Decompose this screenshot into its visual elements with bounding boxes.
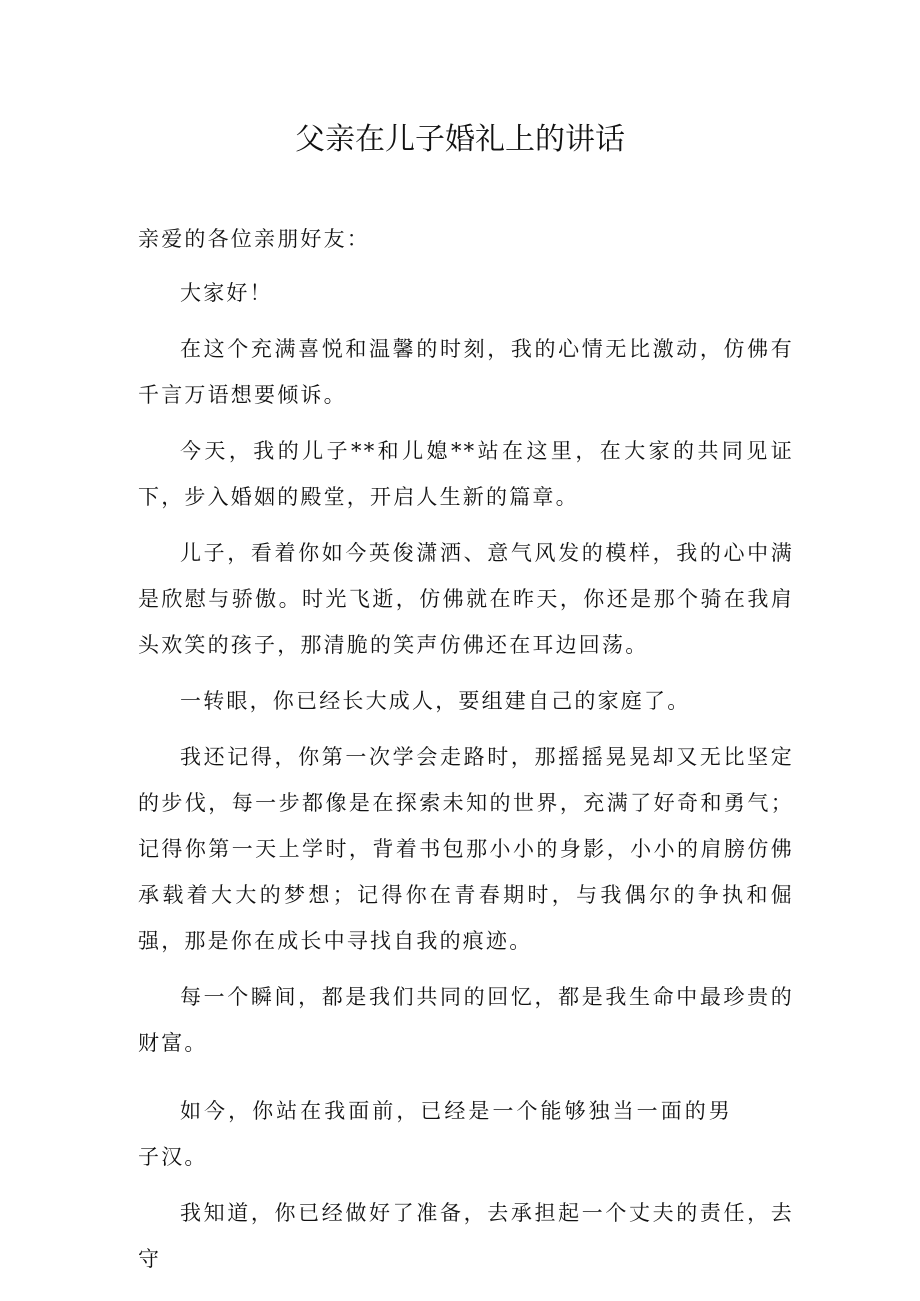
body-paragraph: 每一个瞬间，都是我们共同的回忆，都是我生命中最珍贵的财富。 bbox=[138, 985, 794, 1055]
document-body bbox=[138, 216, 794, 1282]
body-paragraph: 儿子，看着你如今英俊潇洒、意气风发的模样，我的心中满是欣慰与骄傲。时光飞逝，仿佛就在昨天，你还是那个骑在我肩头欢笑的孩子，那清脆的笑声仿佛还在耳边回荡。 bbox=[138, 541, 794, 657]
greeting-paragraph: 大家好！ bbox=[180, 281, 273, 305]
salutation-paragraph: 亲爱的各位亲朋好友： bbox=[138, 227, 370, 251]
body-paragraph: 我还记得，你第一次学会走路时，那摇摇晃晃却又无比坚定的步伐，每一步都像是在探索未知的世界，充满了好奇和勇气；记得你第一天上学时，背着书包那小小的身影，小小的肩膀仿佛承载着大大的梦想；记得你在青春期时，与我偶尔的争执和倔强，那是你在成长中寻找自我的痕迹。 bbox=[138, 745, 794, 953]
document-title: 父亲在儿子婚礼上的讲话 bbox=[295, 122, 625, 157]
body-paragraph: 一转眼，你已经长大成人，要组建自己的家庭了。 bbox=[180, 689, 691, 713]
body-paragraph: 在这个充满喜悦和温馨的时刻，我的心情无比激动，仿佛有千言万语想要倾诉。 bbox=[138, 337, 794, 407]
body-paragraph: 如今，你站在我面前，已经是一个能够独当一面的男子汉。 bbox=[138, 1099, 732, 1169]
body-paragraph-continued: 我知道，你已经做好了准备，去承担起一个丈夫的责任，去守 bbox=[138, 1201, 794, 1271]
body-paragraph: 今天，我的儿子**和儿媳**站在这里，在大家的共同见证下，步入婚姻的殿堂，开启人生新的篇章。 bbox=[138, 439, 794, 509]
